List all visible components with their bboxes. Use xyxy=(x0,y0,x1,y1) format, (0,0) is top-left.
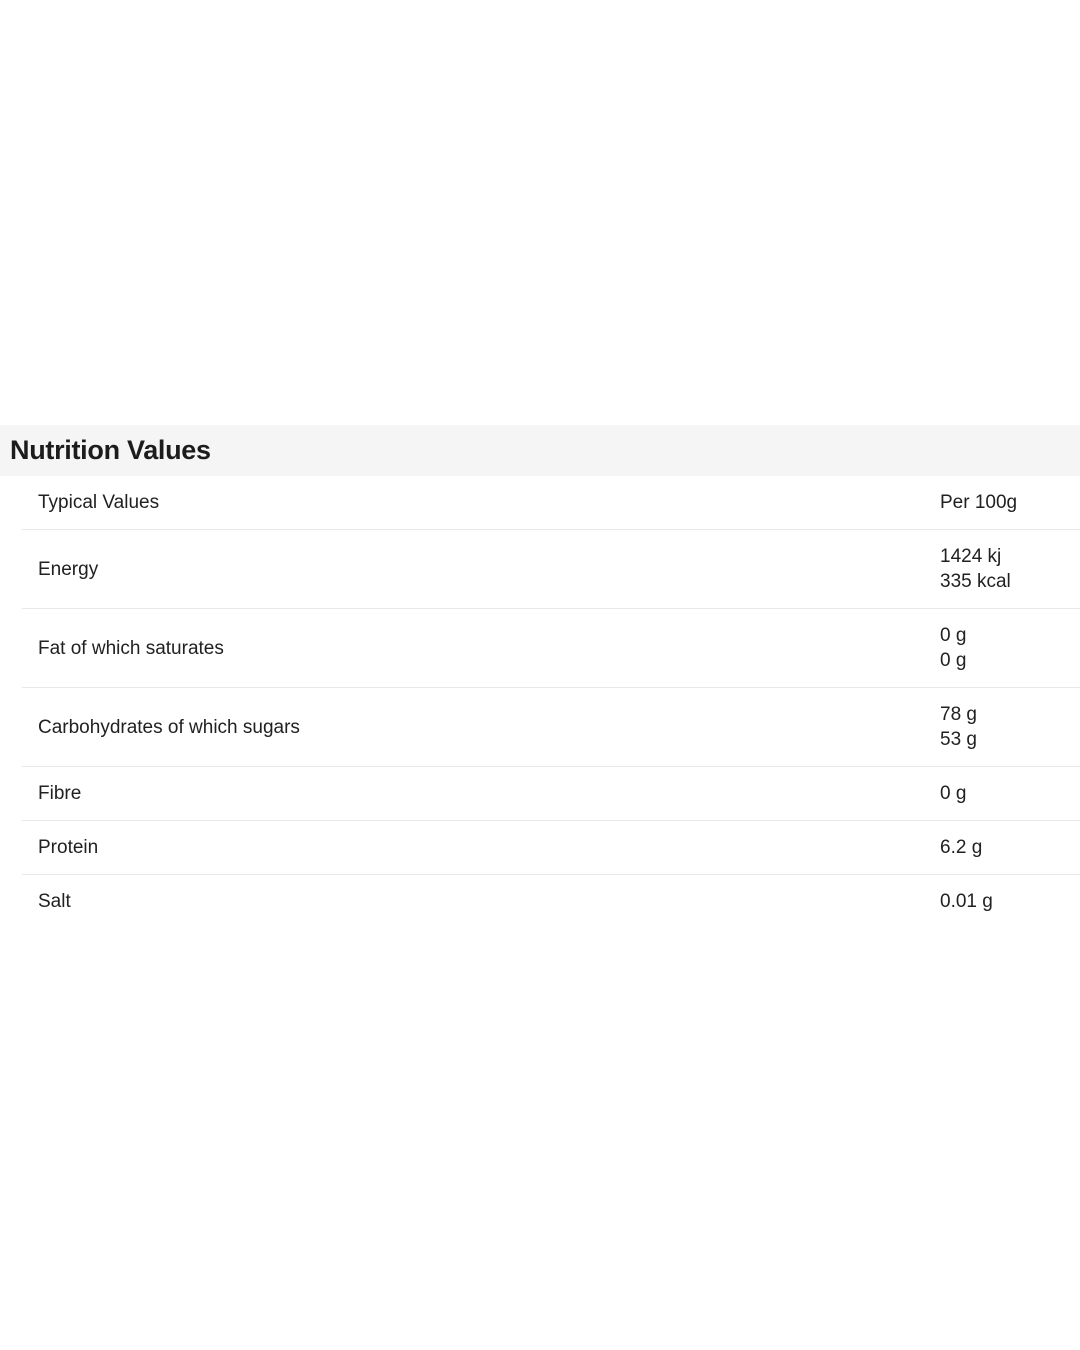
row-value xyxy=(940,623,1080,673)
row-value xyxy=(940,702,1080,752)
row-value-line: 0 g xyxy=(940,625,967,646)
row-value-line: 6.2 g xyxy=(940,837,983,858)
row-label: Fibre xyxy=(38,783,82,804)
row-value-line: 53 g xyxy=(940,729,977,750)
row-value-line: 78 g xyxy=(940,704,977,725)
row-label: Salt xyxy=(38,891,71,912)
table-row xyxy=(0,609,1080,687)
row-value-line: 1424 kj xyxy=(940,546,1002,567)
row-value xyxy=(940,781,1080,806)
row-value xyxy=(940,835,1080,860)
row-value xyxy=(940,544,1080,594)
row-value-line: 0.01 g xyxy=(940,891,993,912)
column-header-value: Per 100g xyxy=(940,492,1018,513)
row-label: Protein xyxy=(38,837,99,858)
table-header-row xyxy=(0,476,1080,529)
nutrition-table xyxy=(0,476,1080,928)
section-title: Nutrition Values xyxy=(10,435,211,465)
row-value-line: 0 g xyxy=(940,650,967,671)
row-label: Carbohydrates of which sugars xyxy=(38,716,300,738)
table-row xyxy=(0,821,1080,874)
table-row xyxy=(0,530,1080,608)
table-row xyxy=(0,688,1080,766)
column-header-label: Typical Values xyxy=(38,492,160,513)
row-label: Fat of which saturates xyxy=(38,637,224,659)
table-row xyxy=(0,875,1080,928)
row-value-line: 0 g xyxy=(940,783,967,804)
table-row xyxy=(0,767,1080,820)
nutrition-section xyxy=(0,425,1080,928)
row-value xyxy=(940,889,1080,914)
row-label: Energy xyxy=(38,558,99,580)
row-value-line: 335 kcal xyxy=(940,571,1011,592)
section-header xyxy=(0,425,1080,476)
